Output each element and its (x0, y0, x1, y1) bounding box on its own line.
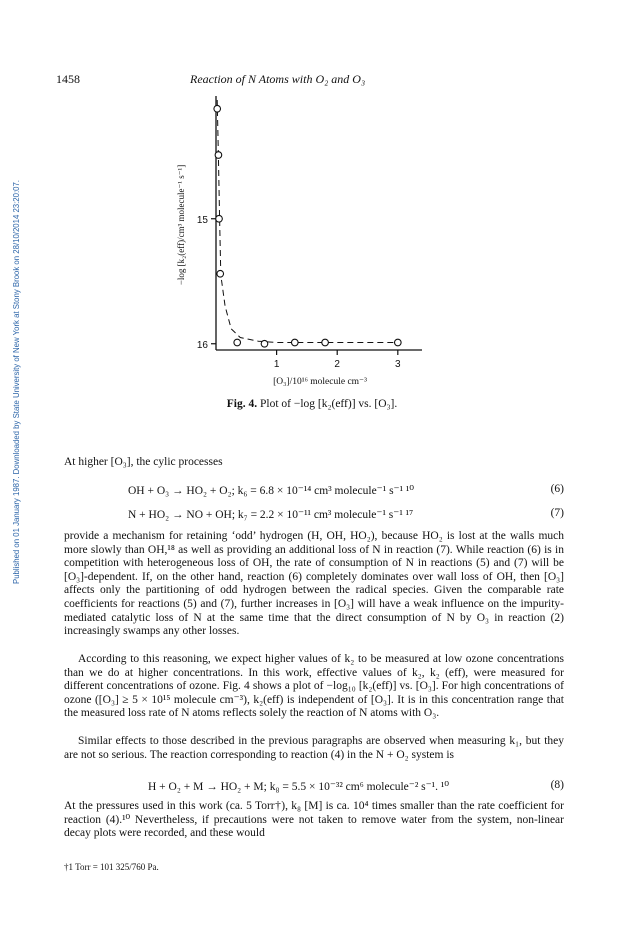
paragraph-mechanism: provide a mechanism for retaining ‘odd’ hydrogen (H, OH, HO₂), because HO₂ is lost at the walls much more slowly than OH,¹⁸ as well as providing an additional loss of N in reaction (7). While reaction (6) is in competition with heterogeneous loss of OH, the rate of consumption of N in reactions (5) and (7) will be [O₃]-dependent. If, on the other hand, reaction (6) completely dominates over wall loss of OH, then [O₃] affects only the partitioning of odd hydrogen between the radical species. Given the comparable rate coefficients for reactions (5) and (7), further increases in [O₃] will have a weak influence on the impurity-mediated catalytic loss of N at the same time that the direct consumption of N by O₃ in reaction (2) increasingly swamps any other losses. (64, 530, 564, 638)
plot-svg (150, 90, 450, 390)
fitted-curve (217, 100, 401, 343)
figure-caption-label: Fig. 4. (226, 398, 258, 410)
figure-caption-text: Plot of −log [k₂(eff)] vs. [O₃]. (259, 398, 398, 410)
data-point (261, 340, 268, 347)
equation-7-text: N + HO₂ → NO + OH; k₇ = 2.2 × 10⁻¹¹ cm³ molecule⁻¹ s⁻¹ ¹⁷ (128, 509, 414, 521)
publication-note: Published on 01 January 1987. Downloaded by State University of New York at Stony Brook on 28/10/2014 23:20:07. (12, 180, 21, 584)
data-point (216, 215, 223, 222)
x-tick-label: 2 (334, 359, 340, 370)
x-tick-label: 3 (395, 359, 401, 370)
equation-6 (128, 483, 564, 497)
data-point (215, 152, 222, 159)
figure-caption (0, 398, 624, 410)
figure-4 (150, 90, 450, 390)
equation-8 (148, 779, 564, 793)
y-tick-label: 15 (196, 214, 208, 226)
data-point (322, 339, 329, 346)
equation-6-number: (6) (550, 483, 564, 495)
equation-7-number: (7) (550, 507, 564, 519)
footnote: †1 Torr = 101 325/760 Pa. (64, 862, 159, 872)
x-axis-label: [O₃]/10¹⁶ molecule cm⁻³ (273, 377, 367, 387)
paragraph-similar: Similar effects to those described in the previous paragraphs are observed when measuring k₁, but they are not so serious. The reaction corresponding to reaction (4) in the N + O₂ system is (64, 735, 564, 761)
x-tick-label: 1 (273, 359, 280, 370)
paragraph-reasoning: According to this reasoning, we expect higher values of k₂ to be measured at low ozone concentrations than we do at higher concentrations. In this work, effective values of k₂, k₂ (eff), were measured for different concentrations of ozone. Fig. 4 shows a plot of −log₁₀ [k₂(eff)] vs. [O₃]. For high concentrations of ozone ([O₃] ≥ 5 × 10¹⁵ molecule cm⁻³), k₂(eff) is independent of [O₃]. It is in this concentration range that the measured loss rate of N atoms reflects solely the reaction of N atoms with O₃. (64, 653, 564, 720)
equation-8-number: (8) (550, 779, 564, 791)
equation-7 (128, 507, 564, 521)
page-number: 1458 (56, 72, 80, 86)
data-point (234, 339, 241, 346)
paragraph-pressures: At the pressures used in this work (ca. 5 Torr†), k₈ [M] is ca. 10⁴ times smaller than the rate coefficient for reaction (4).¹⁰ Nevertheless, if precautions were not taken to remove water from the system, non-linear decay plots were recorded, and these would (64, 800, 564, 840)
equation-6-text: OH + O₃ → HO₂ + O₂; k₆ = 6.8 × 10⁻¹⁴ cm³ molecule⁻¹ s⁻¹ ¹⁰ (128, 485, 414, 497)
data-point (214, 105, 221, 112)
data-point (395, 339, 402, 346)
paragraph-intro: At higher [O₃], the cylic processes (64, 456, 223, 468)
ticks (197, 215, 401, 370)
axes (216, 96, 422, 350)
y-tick-label: 16 (196, 339, 208, 351)
data-point (217, 270, 224, 277)
data-point (291, 339, 298, 346)
equation-8-text: H + O₂ + M → HO₂ + M; k₈ = 5.5 × 10⁻³² cm⁶ molecule⁻² s⁻¹. ¹⁰ (148, 781, 449, 793)
y-axis-label: −log [k₂(eff)/cm³ molecule⁻¹ s⁻¹] (176, 164, 186, 286)
running-head: Reaction of N Atoms with O₂ and O₃ (190, 72, 366, 86)
data-points (214, 105, 401, 347)
